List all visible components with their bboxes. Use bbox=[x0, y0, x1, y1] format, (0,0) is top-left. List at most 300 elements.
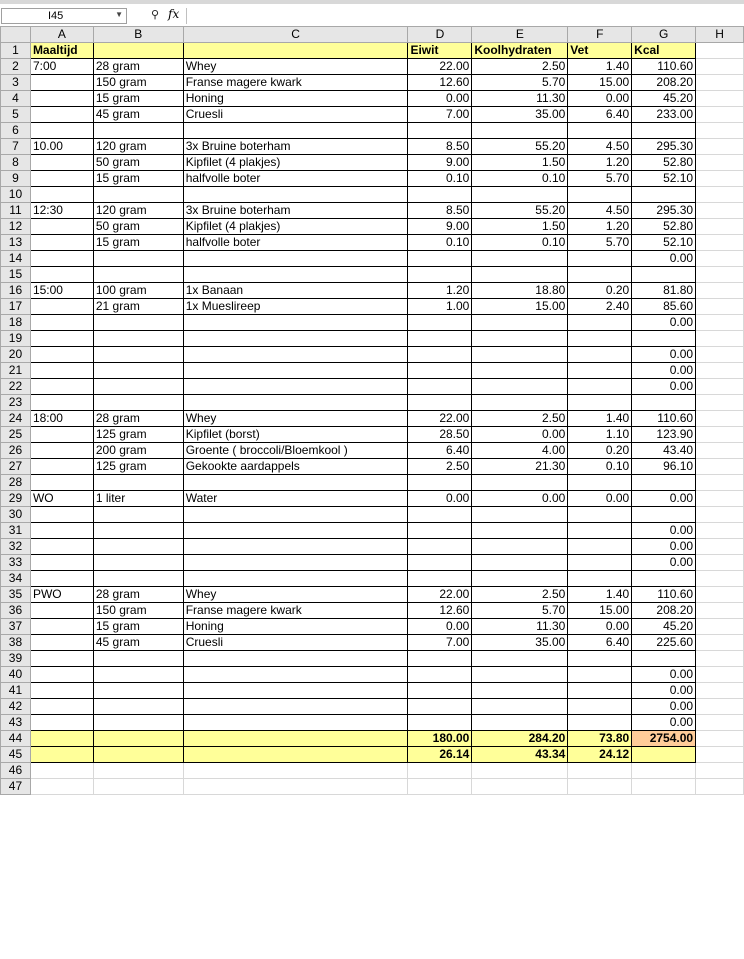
cell-h[interactable] bbox=[696, 283, 744, 299]
cell-f[interactable] bbox=[568, 715, 632, 731]
empty-cell[interactable] bbox=[696, 763, 744, 779]
cell-g[interactable]: 0.00 bbox=[632, 347, 696, 363]
cell-d[interactable] bbox=[408, 187, 472, 203]
percent-f[interactable]: 24.12 bbox=[568, 747, 632, 763]
cell-g[interactable]: 0.00 bbox=[632, 683, 696, 699]
cell-g[interactable]: 110.60 bbox=[632, 59, 696, 75]
cell-f[interactable]: 1.20 bbox=[568, 155, 632, 171]
cell-c[interactable] bbox=[183, 315, 408, 331]
cell-h[interactable] bbox=[696, 107, 744, 123]
cell-h[interactable] bbox=[696, 363, 744, 379]
cell-f[interactable]: 1.10 bbox=[568, 427, 632, 443]
cell-b[interactable]: 45 gram bbox=[93, 635, 183, 651]
cell-c[interactable] bbox=[183, 251, 408, 267]
cell-h[interactable] bbox=[696, 523, 744, 539]
row-header[interactable]: 15 bbox=[1, 267, 31, 283]
cell-a[interactable] bbox=[30, 603, 93, 619]
column-header-d[interactable]: D bbox=[408, 27, 472, 43]
cell-d[interactable]: 22.00 bbox=[408, 411, 472, 427]
cell-a[interactable] bbox=[30, 667, 93, 683]
row-header[interactable]: 13 bbox=[1, 235, 31, 251]
cell-a[interactable] bbox=[30, 75, 93, 91]
cell-c[interactable]: Kipfilet (4 plakjes) bbox=[183, 219, 408, 235]
cell-h[interactable] bbox=[696, 747, 744, 763]
cell-g[interactable]: 52.10 bbox=[632, 235, 696, 251]
cell-b[interactable] bbox=[93, 267, 183, 283]
cell-g[interactable]: 85.60 bbox=[632, 299, 696, 315]
cell-a[interactable]: 15:00 bbox=[30, 283, 93, 299]
cell-c[interactable]: Whey bbox=[183, 411, 408, 427]
cell-h[interactable] bbox=[696, 267, 744, 283]
cell-a[interactable] bbox=[30, 523, 93, 539]
cell-e[interactable]: 5.70 bbox=[472, 75, 568, 91]
cell-c[interactable] bbox=[183, 555, 408, 571]
cell-d[interactable]: 8.50 bbox=[408, 203, 472, 219]
cell-f[interactable]: 0.20 bbox=[568, 443, 632, 459]
cell-c[interactable]: Franse magere kwark bbox=[183, 603, 408, 619]
cell-b[interactable] bbox=[93, 315, 183, 331]
cell-a[interactable] bbox=[30, 219, 93, 235]
cell-g[interactable]: 233.00 bbox=[632, 107, 696, 123]
cell-b-total[interactable] bbox=[93, 731, 183, 747]
cell-g[interactable]: 110.60 bbox=[632, 411, 696, 427]
cell-b[interactable] bbox=[93, 539, 183, 555]
cell-a[interactable] bbox=[30, 235, 93, 251]
row-header[interactable]: 47 bbox=[1, 779, 31, 795]
cell-b[interactable]: 150 gram bbox=[93, 75, 183, 91]
row-header[interactable]: 2 bbox=[1, 59, 31, 75]
cell-c1[interactable] bbox=[183, 43, 408, 59]
cell-b[interactable]: 125 gram bbox=[93, 459, 183, 475]
cell-d[interactable]: 2.50 bbox=[408, 459, 472, 475]
cell-f[interactable]: 2.40 bbox=[568, 299, 632, 315]
cell-f[interactable]: 4.50 bbox=[568, 203, 632, 219]
cell-h[interactable] bbox=[696, 411, 744, 427]
cell-f[interactable] bbox=[568, 651, 632, 667]
cell-h[interactable] bbox=[696, 587, 744, 603]
cell-h[interactable] bbox=[696, 507, 744, 523]
cell-g[interactable]: 0.00 bbox=[632, 251, 696, 267]
row-header[interactable]: 14 bbox=[1, 251, 31, 267]
cell-g[interactable]: 0.00 bbox=[632, 379, 696, 395]
row-header[interactable]: 3 bbox=[1, 75, 31, 91]
cell-f[interactable]: 0.10 bbox=[568, 459, 632, 475]
cell-c[interactable] bbox=[183, 475, 408, 491]
cell-f[interactable]: 1.40 bbox=[568, 59, 632, 75]
cell-d[interactable] bbox=[408, 475, 472, 491]
cell-g[interactable]: 0.00 bbox=[632, 539, 696, 555]
cell-a[interactable]: 10.00 bbox=[30, 139, 93, 155]
cell-f[interactable] bbox=[568, 667, 632, 683]
row-header[interactable]: 34 bbox=[1, 571, 31, 587]
row-header[interactable]: 40 bbox=[1, 667, 31, 683]
cell-h[interactable] bbox=[696, 203, 744, 219]
cell-f[interactable] bbox=[568, 507, 632, 523]
cell-c[interactable] bbox=[183, 331, 408, 347]
cell-a[interactable] bbox=[30, 379, 93, 395]
cell-d[interactable]: 12.60 bbox=[408, 75, 472, 91]
cell-a[interactable]: 18:00 bbox=[30, 411, 93, 427]
cell-f[interactable]: 0.20 bbox=[568, 283, 632, 299]
cell-f[interactable]: 5.70 bbox=[568, 171, 632, 187]
column-header-g[interactable]: G bbox=[632, 27, 696, 43]
cell-d[interactable]: 22.00 bbox=[408, 59, 472, 75]
cell-e[interactable] bbox=[472, 315, 568, 331]
row-header[interactable]: 1 bbox=[1, 43, 31, 59]
cell-g[interactable]: 45.20 bbox=[632, 619, 696, 635]
cell-d[interactable] bbox=[408, 571, 472, 587]
cell-b[interactable] bbox=[93, 523, 183, 539]
cell-g[interactable]: 0.00 bbox=[632, 363, 696, 379]
cell-d[interactable]: 0.10 bbox=[408, 235, 472, 251]
cell-f[interactable] bbox=[568, 683, 632, 699]
cell-b[interactable]: 28 gram bbox=[93, 59, 183, 75]
cell-b[interactable] bbox=[93, 187, 183, 203]
fx-icon[interactable]: fx bbox=[168, 7, 180, 21]
cell-g[interactable]: 0.00 bbox=[632, 523, 696, 539]
cell-e[interactable]: 21.30 bbox=[472, 459, 568, 475]
cell-c[interactable] bbox=[183, 699, 408, 715]
cell-b[interactable]: 50 gram bbox=[93, 155, 183, 171]
row-header[interactable]: 29 bbox=[1, 491, 31, 507]
cell-a[interactable] bbox=[30, 299, 93, 315]
cell-b[interactable] bbox=[93, 699, 183, 715]
cell-a[interactable] bbox=[30, 635, 93, 651]
row-header[interactable]: 45 bbox=[1, 747, 31, 763]
empty-cell[interactable] bbox=[696, 779, 744, 795]
cell-c-percent[interactable] bbox=[183, 747, 408, 763]
cell-b[interactable]: 15 gram bbox=[93, 91, 183, 107]
cell-d[interactable] bbox=[408, 347, 472, 363]
column-header-e[interactable]: E bbox=[472, 27, 568, 43]
cell-h[interactable] bbox=[696, 187, 744, 203]
cell-d[interactable] bbox=[408, 523, 472, 539]
cell-d[interactable] bbox=[408, 667, 472, 683]
empty-cell[interactable] bbox=[408, 763, 472, 779]
cell-a[interactable] bbox=[30, 475, 93, 491]
column-header-c[interactable]: C bbox=[183, 27, 408, 43]
cell-b-percent[interactable] bbox=[93, 747, 183, 763]
cell-b[interactable] bbox=[93, 555, 183, 571]
cell-f[interactable]: 15.00 bbox=[568, 75, 632, 91]
cell-d[interactable] bbox=[408, 699, 472, 715]
row-header[interactable]: 9 bbox=[1, 171, 31, 187]
cell-e[interactable] bbox=[472, 555, 568, 571]
row-header[interactable]: 33 bbox=[1, 555, 31, 571]
percent-d[interactable]: 26.14 bbox=[408, 747, 472, 763]
cell-h[interactable] bbox=[696, 667, 744, 683]
cell-a[interactable] bbox=[30, 363, 93, 379]
cell-d[interactable] bbox=[408, 507, 472, 523]
cell-e[interactable] bbox=[472, 187, 568, 203]
cell-e[interactable] bbox=[472, 683, 568, 699]
cell-g[interactable]: 225.60 bbox=[632, 635, 696, 651]
cell-f[interactable] bbox=[568, 123, 632, 139]
cell-c[interactable]: Water bbox=[183, 491, 408, 507]
cell-e[interactable] bbox=[472, 251, 568, 267]
cell-c[interactable] bbox=[183, 267, 408, 283]
row-header[interactable]: 8 bbox=[1, 155, 31, 171]
cell-g[interactable]: 295.30 bbox=[632, 203, 696, 219]
cell-h[interactable] bbox=[696, 635, 744, 651]
row-header[interactable]: 35 bbox=[1, 587, 31, 603]
cell-a[interactable] bbox=[30, 715, 93, 731]
cell-e[interactable]: 4.00 bbox=[472, 443, 568, 459]
row-header[interactable]: 20 bbox=[1, 347, 31, 363]
cell-e[interactable] bbox=[472, 123, 568, 139]
cell-e[interactable] bbox=[472, 571, 568, 587]
cell-f[interactable]: 6.40 bbox=[568, 107, 632, 123]
cell-e[interactable] bbox=[472, 651, 568, 667]
cell-e[interactable]: 0.10 bbox=[472, 235, 568, 251]
cell-c[interactable] bbox=[183, 539, 408, 555]
cell-b[interactable]: 120 gram bbox=[93, 203, 183, 219]
cell-h[interactable] bbox=[696, 427, 744, 443]
cell-b[interactable] bbox=[93, 123, 183, 139]
select-all-corner[interactable] bbox=[1, 27, 31, 43]
cell-e[interactable]: 0.00 bbox=[472, 427, 568, 443]
cell-b[interactable] bbox=[93, 379, 183, 395]
row-header[interactable]: 23 bbox=[1, 395, 31, 411]
row-header[interactable]: 7 bbox=[1, 139, 31, 155]
cell-d[interactable] bbox=[408, 555, 472, 571]
cell-h[interactable] bbox=[696, 555, 744, 571]
cell-f1[interactable]: Vet bbox=[568, 43, 632, 59]
cell-d[interactable] bbox=[408, 715, 472, 731]
cell-e[interactable]: 0.00 bbox=[472, 491, 568, 507]
cell-h[interactable] bbox=[696, 491, 744, 507]
cell-c[interactable]: Cruesli bbox=[183, 107, 408, 123]
cell-h[interactable] bbox=[696, 443, 744, 459]
cell-g[interactable] bbox=[632, 475, 696, 491]
cell-e[interactable]: 1.50 bbox=[472, 155, 568, 171]
cell-e[interactable]: 18.80 bbox=[472, 283, 568, 299]
cell-g[interactable]: 52.10 bbox=[632, 171, 696, 187]
cell-a[interactable] bbox=[30, 347, 93, 363]
cell-g[interactable] bbox=[632, 395, 696, 411]
row-header[interactable]: 36 bbox=[1, 603, 31, 619]
cell-a[interactable] bbox=[30, 251, 93, 267]
cell-e[interactable] bbox=[472, 475, 568, 491]
cell-h[interactable] bbox=[696, 91, 744, 107]
percent-g[interactable] bbox=[632, 747, 696, 763]
cell-c[interactable]: halfvolle boter bbox=[183, 235, 408, 251]
cell-h[interactable] bbox=[696, 251, 744, 267]
cell-c[interactable]: 1x Banaan bbox=[183, 283, 408, 299]
cell-d[interactable]: 0.10 bbox=[408, 171, 472, 187]
row-header[interactable]: 43 bbox=[1, 715, 31, 731]
cell-c[interactable]: Kipfilet (borst) bbox=[183, 427, 408, 443]
cell-g[interactable] bbox=[632, 651, 696, 667]
row-header[interactable]: 27 bbox=[1, 459, 31, 475]
cell-d[interactable] bbox=[408, 251, 472, 267]
total-f[interactable]: 73.80 bbox=[568, 731, 632, 747]
cell-g[interactable] bbox=[632, 507, 696, 523]
cell-f[interactable] bbox=[568, 475, 632, 491]
row-header[interactable]: 19 bbox=[1, 331, 31, 347]
cell-a[interactable] bbox=[30, 459, 93, 475]
cell-f[interactable] bbox=[568, 571, 632, 587]
cell-f[interactable] bbox=[568, 363, 632, 379]
cell-f[interactable]: 0.00 bbox=[568, 491, 632, 507]
cell-d[interactable]: 9.00 bbox=[408, 155, 472, 171]
cell-e[interactable]: 0.10 bbox=[472, 171, 568, 187]
cell-g[interactable]: 43.40 bbox=[632, 443, 696, 459]
cell-c[interactable] bbox=[183, 363, 408, 379]
cell-c[interactable]: Gekookte aardappels bbox=[183, 459, 408, 475]
cell-b[interactable]: 21 gram bbox=[93, 299, 183, 315]
percent-e[interactable]: 43.34 bbox=[472, 747, 568, 763]
cell-a[interactable] bbox=[30, 539, 93, 555]
cell-g[interactable]: 96.10 bbox=[632, 459, 696, 475]
cell-d[interactable]: 22.00 bbox=[408, 587, 472, 603]
cell-d[interactable]: 0.00 bbox=[408, 491, 472, 507]
empty-cell[interactable] bbox=[472, 763, 568, 779]
cell-h[interactable] bbox=[696, 651, 744, 667]
cell-a[interactable] bbox=[30, 507, 93, 523]
cell-g[interactable]: 208.20 bbox=[632, 603, 696, 619]
cell-h[interactable] bbox=[696, 603, 744, 619]
cell-b[interactable] bbox=[93, 251, 183, 267]
cell-d[interactable] bbox=[408, 651, 472, 667]
cell-d[interactable] bbox=[408, 683, 472, 699]
cell-c[interactable] bbox=[183, 379, 408, 395]
row-header[interactable]: 10 bbox=[1, 187, 31, 203]
cell-c[interactable]: Franse magere kwark bbox=[183, 75, 408, 91]
cell-d1[interactable]: Eiwit bbox=[408, 43, 472, 59]
cell-d[interactable]: 0.00 bbox=[408, 91, 472, 107]
cell-e[interactable]: 2.50 bbox=[472, 587, 568, 603]
row-header[interactable]: 11 bbox=[1, 203, 31, 219]
cell-c[interactable] bbox=[183, 123, 408, 139]
cell-a[interactable] bbox=[30, 443, 93, 459]
cell-c[interactable] bbox=[183, 715, 408, 731]
cell-d[interactable] bbox=[408, 315, 472, 331]
empty-cell[interactable] bbox=[632, 779, 696, 795]
cell-g[interactable]: 208.20 bbox=[632, 75, 696, 91]
cell-h[interactable] bbox=[696, 123, 744, 139]
cell-g[interactable] bbox=[632, 267, 696, 283]
cell-e[interactable]: 55.20 bbox=[472, 139, 568, 155]
cell-e[interactable]: 15.00 bbox=[472, 299, 568, 315]
cell-c[interactable] bbox=[183, 571, 408, 587]
cell-g[interactable]: 81.80 bbox=[632, 283, 696, 299]
row-header[interactable]: 38 bbox=[1, 635, 31, 651]
cell-a[interactable] bbox=[30, 107, 93, 123]
cell-c[interactable] bbox=[183, 523, 408, 539]
cell-g[interactable]: 295.30 bbox=[632, 139, 696, 155]
cell-a[interactable]: PWO bbox=[30, 587, 93, 603]
row-header[interactable]: 16 bbox=[1, 283, 31, 299]
cell-f[interactable]: 0.00 bbox=[568, 619, 632, 635]
cell-g[interactable]: 52.80 bbox=[632, 219, 696, 235]
cell-b[interactable]: 1 liter bbox=[93, 491, 183, 507]
cell-e[interactable] bbox=[472, 347, 568, 363]
empty-cell[interactable] bbox=[408, 779, 472, 795]
cell-d[interactable]: 8.50 bbox=[408, 139, 472, 155]
cell-c[interactable] bbox=[183, 187, 408, 203]
cell-d[interactable]: 28.50 bbox=[408, 427, 472, 443]
cell-e[interactable] bbox=[472, 331, 568, 347]
cell-f[interactable]: 1.20 bbox=[568, 219, 632, 235]
cell-g[interactable] bbox=[632, 331, 696, 347]
total-kcal[interactable]: 2754.00 bbox=[632, 731, 696, 747]
cell-h[interactable] bbox=[696, 315, 744, 331]
empty-cell[interactable] bbox=[93, 779, 183, 795]
cell-e[interactable]: 2.50 bbox=[472, 59, 568, 75]
cell-a[interactable] bbox=[30, 331, 93, 347]
cell-e[interactable] bbox=[472, 523, 568, 539]
cell-d[interactable] bbox=[408, 395, 472, 411]
cell-b[interactable] bbox=[93, 715, 183, 731]
cell-b[interactable]: 50 gram bbox=[93, 219, 183, 235]
cell-h[interactable] bbox=[696, 683, 744, 699]
cell-b[interactable] bbox=[93, 571, 183, 587]
cell-c[interactable]: Whey bbox=[183, 587, 408, 603]
cell-c[interactable] bbox=[183, 347, 408, 363]
cell-a[interactable] bbox=[30, 267, 93, 283]
cell-b[interactable]: 28 gram bbox=[93, 587, 183, 603]
cell-b[interactable] bbox=[93, 507, 183, 523]
cell-g[interactable]: 110.60 bbox=[632, 587, 696, 603]
cell-b[interactable]: 120 gram bbox=[93, 139, 183, 155]
cell-b[interactable] bbox=[93, 331, 183, 347]
name-box[interactable] bbox=[1, 8, 127, 24]
cell-h[interactable] bbox=[696, 155, 744, 171]
cell-d[interactable] bbox=[408, 539, 472, 555]
cell-e[interactable]: 11.30 bbox=[472, 91, 568, 107]
cell-h[interactable] bbox=[696, 299, 744, 315]
cell-e[interactable]: 35.00 bbox=[472, 635, 568, 651]
cell-f[interactable] bbox=[568, 555, 632, 571]
cell-e[interactable]: 11.30 bbox=[472, 619, 568, 635]
empty-cell[interactable] bbox=[472, 779, 568, 795]
column-header-h[interactable]: H bbox=[696, 27, 744, 43]
cell-a[interactable] bbox=[30, 619, 93, 635]
cell-a-percent[interactable] bbox=[30, 747, 93, 763]
row-header[interactable]: 5 bbox=[1, 107, 31, 123]
cell-g[interactable] bbox=[632, 571, 696, 587]
row-header[interactable]: 28 bbox=[1, 475, 31, 491]
cell-g[interactable] bbox=[632, 187, 696, 203]
cell-a-total[interactable] bbox=[30, 731, 93, 747]
empty-cell[interactable] bbox=[30, 763, 93, 779]
empty-cell[interactable] bbox=[183, 779, 408, 795]
cell-h[interactable] bbox=[696, 331, 744, 347]
cell-g[interactable]: 0.00 bbox=[632, 555, 696, 571]
cell-b[interactable]: 15 gram bbox=[93, 235, 183, 251]
cell-g[interactable]: 0.00 bbox=[632, 715, 696, 731]
cell-h[interactable] bbox=[696, 347, 744, 363]
cell-a[interactable] bbox=[30, 555, 93, 571]
cell-f[interactable] bbox=[568, 347, 632, 363]
cell-b[interactable]: 15 gram bbox=[93, 619, 183, 635]
cell-e1[interactable]: Koolhydraten bbox=[472, 43, 568, 59]
cell-c[interactable] bbox=[183, 507, 408, 523]
cell-e[interactable] bbox=[472, 395, 568, 411]
cell-e[interactable] bbox=[472, 715, 568, 731]
cell-a[interactable] bbox=[30, 571, 93, 587]
cell-c-total[interactable] bbox=[183, 731, 408, 747]
cell-h[interactable] bbox=[696, 475, 744, 491]
cell-a[interactable]: 7:00 bbox=[30, 59, 93, 75]
row-header[interactable]: 17 bbox=[1, 299, 31, 315]
total-e[interactable]: 284.20 bbox=[472, 731, 568, 747]
cell-e[interactable] bbox=[472, 363, 568, 379]
cell-c[interactable]: 1x Mueslireep bbox=[183, 299, 408, 315]
row-header[interactable]: 26 bbox=[1, 443, 31, 459]
cell-b[interactable]: 28 gram bbox=[93, 411, 183, 427]
